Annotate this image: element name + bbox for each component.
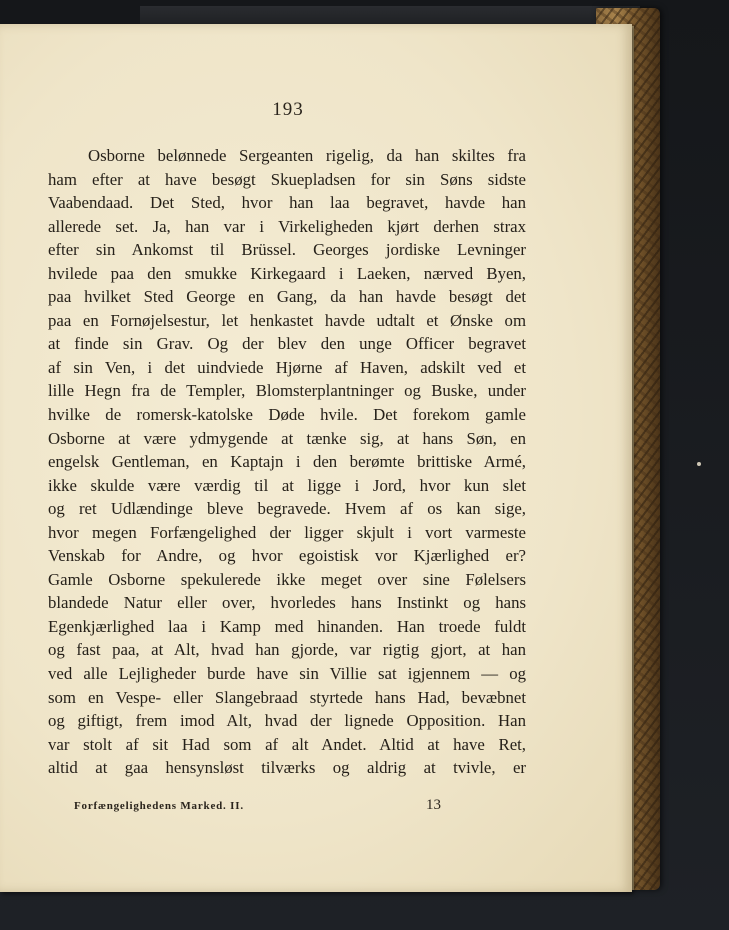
text-line: lille Hegn fra de Templer, Blomsterplantninger og Buske, under (48, 381, 526, 401)
text-line: ved alle Lejligheder burde have sin Villie sat igjennem — og (48, 664, 526, 684)
text-line: ham efter at have besøgt Skuepladsen for sin Søns sidste (48, 169, 526, 189)
text-line: og fast paa, at Alt, hvad han gjorde, var rigtig gjort, at han (48, 640, 526, 660)
text-line: Osborne at være ydmygende at tænke sig, at hans Søn, en (48, 428, 526, 448)
text-line: af sin Ven, i det uindviede Hjørne af Haven, adskilt ved et (48, 357, 526, 377)
text-line: hvilke de romersk-katolske Døde hvile. Det forekom gamle (48, 405, 526, 425)
text-line: hvor megen Forfængelighed der ligger skjult i vort varmeste (48, 522, 526, 542)
text-line: Vaabendaad. Det Sted, hvor han laa begravet, havde han (48, 193, 526, 213)
text-line: Osborne belønnede Sergeanten rigelig, da han skiltes fra (88, 146, 526, 165)
text-line: Gamle Osborne spekulerede ikke meget over sine Følelsers (48, 569, 526, 589)
text-line: Venskab for Andre, og hvor egoistisk vor Kjærlighed er? (48, 546, 526, 566)
text-line: Egenkjærlighed laa i Kamp med hinanden. Han troede fuldt (48, 616, 526, 636)
text-line: efter sin Ankomst til Brüssel. Georges jordiske Levninger (48, 240, 526, 260)
dust-speck (697, 462, 701, 466)
text-line: altid at gaa hensynsløst tilværks og aldrig at tvivle, er (48, 758, 526, 778)
text-line: engelsk Gentleman, en Kaptajn i den berømte brittiske Armé, (48, 452, 526, 472)
page-number: 193 (272, 99, 304, 120)
text-line: paa hvilket Sted George en Gang, da han havde besøgt det (48, 287, 526, 307)
page-footer (74, 797, 534, 815)
gathering-number: 13 (426, 797, 441, 813)
text-line: allerede set. Ja, han var i Virkeligheden kjørt derhen strax (48, 216, 526, 236)
text-line: at finde sin Grav. Og der blev den unge Officer begravet (48, 334, 526, 354)
page-body-text (48, 144, 526, 780)
text-line: og giftigt, frem imod Alt, hvad der lignede Opposition. Han (48, 711, 526, 731)
signature-mark: Forfængelighedens Marked. II. (74, 800, 244, 812)
text-line: og ret Udlændinge bleve begravede. Hvem af os kan sige, (48, 499, 526, 519)
text-line: som en Vespe- eller Slangebraad styrtede hans Had, bevæbnet (48, 687, 526, 707)
text-line: hvilede paa den smukke Kirkegaard i Laeken, nærved Byen, (48, 263, 526, 283)
text-line: paa en Fornøjelsestur, let henkastet havde udtalt et Ønske om (48, 310, 526, 330)
text-line: var stolt af sit Had som af alt Andet. Altid at have Ret, (48, 734, 526, 754)
text-line: ikke skulde være værdig til at ligge i Jord, hvor kun slet (48, 475, 526, 495)
text-line: blandede Natur eller over, hvorledes hans Instinkt og hans (48, 593, 526, 613)
